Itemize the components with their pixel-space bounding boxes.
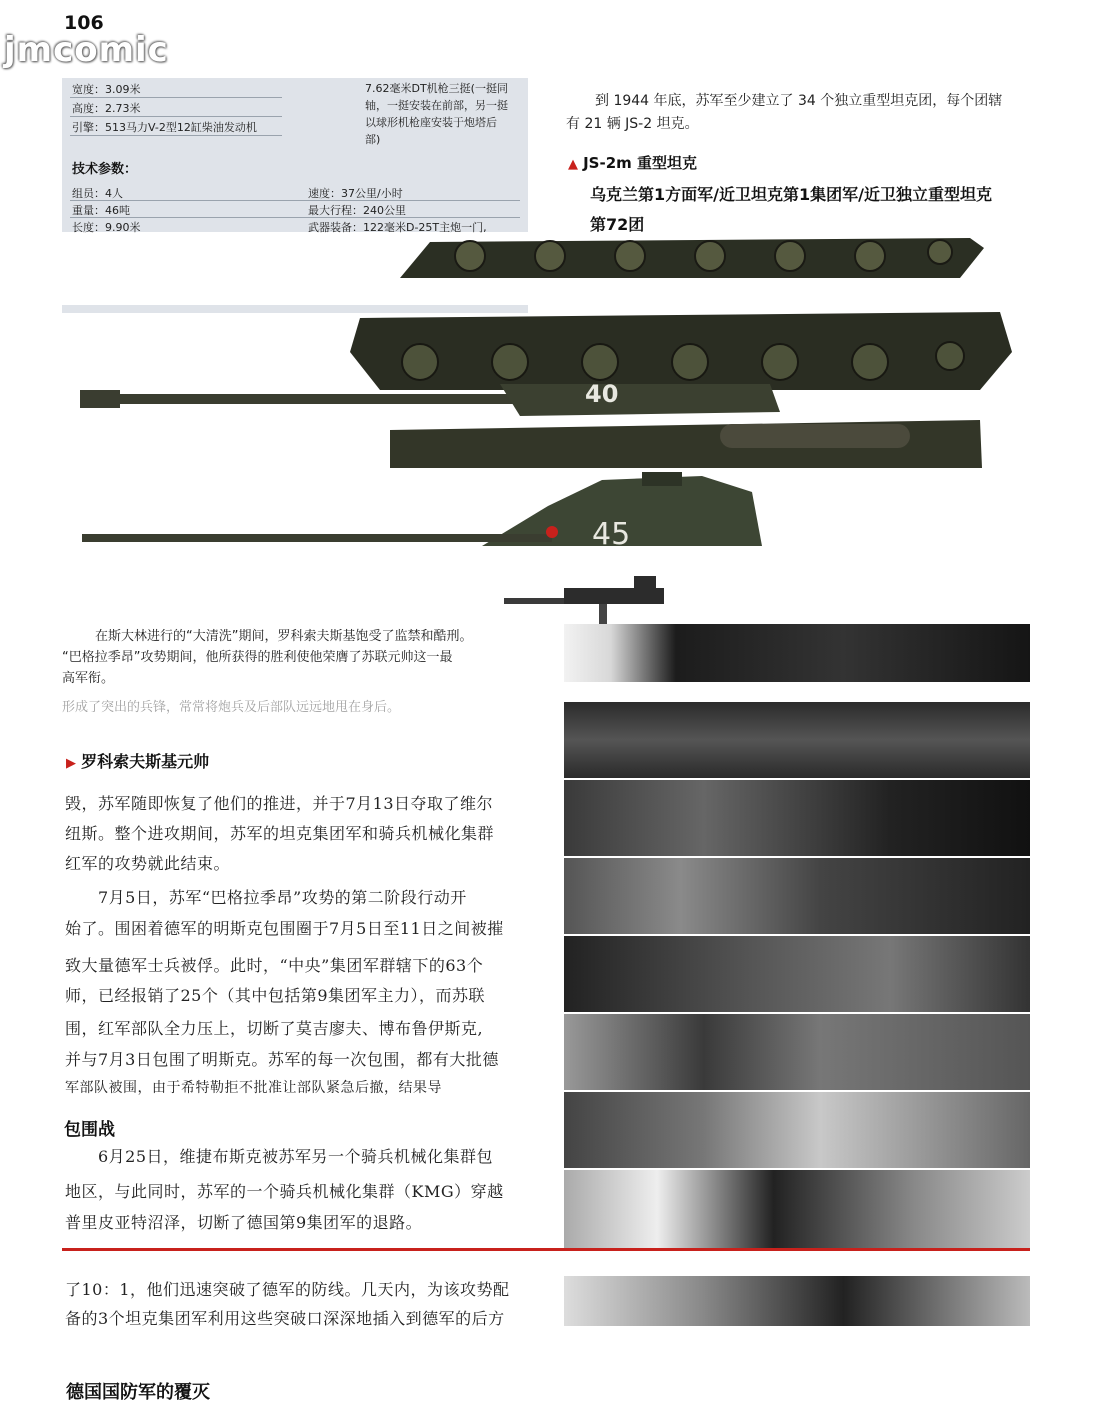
paragraph-line: 6月25日，维捷布斯克被苏军另一个骑兵机械化集群包 bbox=[98, 1147, 494, 1166]
divider bbox=[70, 135, 282, 136]
divider bbox=[70, 200, 520, 201]
spec-note-line: 以球形机枪座安装于炮塔后 bbox=[365, 116, 497, 129]
paragraph-line: 并与7月3日包围了明斯克。苏军的每一次包围，都有大批德 bbox=[65, 1050, 499, 1069]
spec-note-line: 轴，一挺安装在前部，另一挺 bbox=[365, 99, 508, 112]
paragraph-line: 始了。围困着德军的明斯克包围圈于7月5日至11日之间被摧 bbox=[65, 919, 504, 938]
tank-illustration-45 bbox=[82, 470, 786, 546]
paragraph-line: 毁，苏军随即恢复了他们的推进，并于7月13日夺取了维尔 bbox=[65, 794, 494, 813]
tank-unit-line: 第72团 bbox=[590, 215, 645, 234]
red-rule bbox=[62, 1248, 1030, 1251]
faded-line: 形成了突出的兵锋，常常将炮兵及后部队远远地甩在身后。 bbox=[62, 700, 401, 715]
caption-line: “巴格拉季昂”攻势期间，他所获得的胜利使他荣膺了苏联元帅这一最 bbox=[62, 650, 453, 665]
portrait-photo-strip bbox=[564, 780, 1030, 856]
intro-line: 到 1944 年底，苏军至少建立了 34 个独立重型坦克团，每个团辖 bbox=[595, 93, 1003, 109]
portrait-photo-strip bbox=[564, 624, 1030, 682]
marshal-heading-text: 罗科索夫斯基元帅 bbox=[81, 752, 210, 771]
spec-length: 长度：9.90米 bbox=[72, 221, 141, 234]
spec-note-line: 7.62毫米DT机枪三挺(一挺同 bbox=[365, 82, 508, 95]
paragraph-line: 致大量德军士兵被俘。此时，“中央”集团军群辖下的63个 bbox=[65, 956, 484, 975]
portrait-photo-strip bbox=[564, 936, 1030, 1012]
portrait-photo-strip bbox=[564, 1092, 1030, 1168]
paragraph-line: 普里皮亚特沼泽，切断了德国第9集团军的退路。 bbox=[65, 1213, 423, 1232]
spec-weapon-note bbox=[365, 80, 523, 148]
tank-heading bbox=[568, 152, 697, 173]
portrait-photo-strip bbox=[564, 1014, 1030, 1090]
spec-range: 最大行程：240公里 bbox=[308, 204, 406, 217]
paragraph-line: 围，红军部队全力压上，切断了莫吉廖夫、博布鲁伊斯克, bbox=[65, 1019, 484, 1038]
spec-engine: 引擎：513马力V-2型12缸柴油发动机 bbox=[72, 121, 257, 134]
watermark: jmcomic bbox=[4, 30, 169, 70]
spec-speed: 速度：37公里/小时 bbox=[308, 187, 403, 200]
spec-crew: 组员：4人 bbox=[72, 187, 123, 200]
paragraph-line: 地区，与此同时，苏军的一个骑兵机械化集群（KMG）穿越 bbox=[65, 1182, 504, 1201]
spec-note-line: 部) bbox=[365, 133, 381, 146]
tank-tracks-illustration bbox=[390, 234, 986, 280]
turret-number: 40 bbox=[585, 380, 619, 408]
spec-heading: 技术参数： bbox=[72, 162, 138, 177]
encircle-heading: 包围战 bbox=[64, 1120, 115, 1140]
page-number: 106 bbox=[64, 12, 104, 34]
paragraph-line: 军部队被围，由于希特勒拒不批准让部队紧急后撤，结果导 bbox=[65, 1080, 442, 1096]
marshal-heading bbox=[66, 749, 209, 772]
red-star-icon bbox=[546, 526, 558, 538]
paragraph-line: 7月5日，苏军“巴格拉季昂”攻势的第二阶段行动开 bbox=[98, 888, 467, 907]
spec-box-bottom bbox=[62, 154, 528, 232]
machine-gun-illustration bbox=[504, 574, 668, 624]
spec-weight: 重量：46吨 bbox=[72, 204, 130, 217]
portrait-photo-strip bbox=[564, 858, 1030, 934]
triangle-marker-icon: ▲ bbox=[568, 157, 578, 172]
portrait-photo-strip bbox=[564, 1170, 1030, 1248]
bottom-title: 德国国防军的覆灭 bbox=[66, 1382, 210, 1403]
paragraph-line: 纽斯。整个进攻期间，苏军的坦克集团军和骑兵机械化集群 bbox=[65, 824, 495, 843]
portrait-photo-strip bbox=[564, 1276, 1030, 1326]
paragraph-line: 师，已经报销了25个（其中包括第9集团军主力），而苏联 bbox=[65, 986, 486, 1005]
tank-model: JS-2m 重型坦克 bbox=[583, 154, 697, 172]
paragraph-line: 了10：1，他们迅速突破了德军的防线。几天内，为该攻势配 bbox=[65, 1280, 510, 1299]
divider bbox=[70, 97, 282, 98]
spec-armament: 武器装备：122毫米D-25T主炮一门, bbox=[308, 221, 487, 234]
tank-unit-line: 乌克兰第1方面军/近卫坦克第1集团军/近卫独立重型坦克 bbox=[590, 185, 992, 204]
spec-height: 高度：2.73米 bbox=[72, 102, 141, 115]
spec-box-top bbox=[62, 78, 528, 154]
portrait-photo-strip bbox=[564, 702, 1030, 778]
divider bbox=[70, 217, 520, 218]
turret-number: 45 bbox=[592, 517, 631, 546]
spec-width: 宽度：3.09米 bbox=[72, 83, 141, 96]
intro-line: 有 21 辆 JS-2 坦克。 bbox=[566, 116, 699, 132]
caption-line: 在斯大林进行的“大清洗”期间，罗科索夫斯基饱受了监禁和酷刑。 bbox=[95, 629, 473, 644]
paragraph-line: 备的3个坦克集团军利用这些突破口深深地插入到德军的后方 bbox=[65, 1309, 505, 1328]
paragraph-line: 红军的攻势就此结束。 bbox=[65, 854, 231, 873]
tank-illustration-40 bbox=[80, 312, 1014, 468]
triangle-marker-icon: ▶ bbox=[66, 756, 76, 771]
divider bbox=[70, 116, 282, 117]
caption-line: 高军衔。 bbox=[62, 671, 115, 686]
